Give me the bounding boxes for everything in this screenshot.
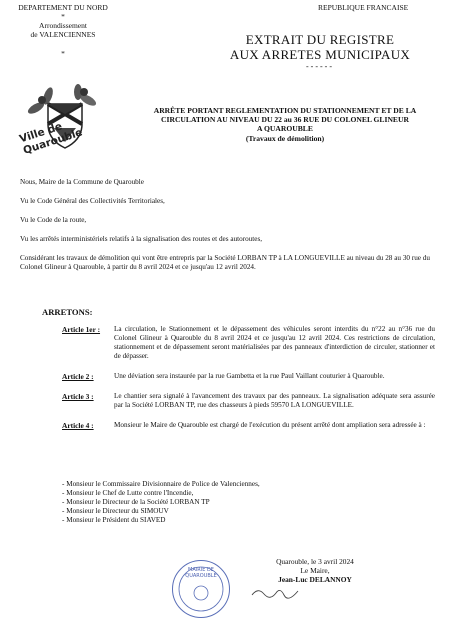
republique-francaise: REPUBLIQUE FRANCAISE xyxy=(318,3,409,12)
mayor-role: Le Maire, xyxy=(300,566,330,575)
article-4 xyxy=(62,421,435,430)
article-2 xyxy=(62,372,435,381)
list-item: - Monsieur le Chef de Lutte contre l'Incendie, xyxy=(62,489,194,497)
preamble-considerant: Considérant les travaux de démolition qui vont être entrepris par la Société LORBAN TP à LA LONGUEVILLE au niveau du 28 au 30 rue du Colonel Glineur à Quarouble, à partir du 8 avril 2024 et ce jusqu'au 12 avril 2024. xyxy=(20,254,430,271)
recipients-list xyxy=(62,480,362,525)
department: DEPARTEMENT DU NORD xyxy=(18,3,108,12)
article-1 xyxy=(62,325,435,361)
logo-text: Ville de Quarouble xyxy=(18,120,84,157)
preamble-arretes: Vu les arrêtés interministériels relatifs à la signalisation des routes et des autoroutes, xyxy=(20,235,263,243)
official-stamp xyxy=(172,560,230,618)
title-line1: EXTRAIT DU REGISTRE xyxy=(245,32,395,47)
stamp-emblem-icon xyxy=(173,561,229,617)
article-text: Une déviation sera instaurée par la rue Gambetta et la rue Paul Vaillant couturier à Quarouble. xyxy=(114,372,385,380)
star-separator: * xyxy=(61,12,65,21)
title-dashes: ------ xyxy=(306,62,334,71)
list-item: - Monsieur le Commissaire Divisionnaire de Police de Valenciennes, xyxy=(62,480,260,488)
article-label: Article 1er : xyxy=(62,325,101,334)
article-label: Article 3 : xyxy=(62,392,94,401)
list-item: - Monsieur le Directeur du SIMOUV xyxy=(62,507,169,515)
preamble-mayor: Nous, Maire de la Commune de Quarouble xyxy=(20,178,144,186)
arretons-heading: ARRETONS: xyxy=(42,307,93,317)
stamp-text: MAIRIE DE QUAROUBLE xyxy=(185,567,217,579)
article-label: Article 2 : xyxy=(62,372,94,381)
article-text: Le chantier sera signalé à l'avancement des travaux par des panneaux. La signalisation adéquate sera assurée par la Société LORBAN TP, rue des chasseurs à pieds 59570 LA LONGUEVILLE. xyxy=(114,392,435,409)
title-line2: AUX ARRETES MUNICIPAUX xyxy=(229,47,411,62)
title-block xyxy=(200,32,440,71)
article-text: Monsieur le Maire de Quarouble est chargé de l'exécution du présent arrêté dont ampliation sera adressée à : xyxy=(114,421,426,429)
header-left xyxy=(8,3,118,58)
articles xyxy=(62,325,435,430)
mayor-name: Jean-Luc DELANNOY xyxy=(278,575,352,584)
town-logo xyxy=(18,78,108,168)
article-label: Article 4 : xyxy=(62,421,94,430)
star-separator: * xyxy=(61,49,65,58)
preamble xyxy=(20,178,430,272)
preamble-code-route: Vu le Code de la route, xyxy=(20,216,87,224)
article-text: La circulation, le Stationnement et le dépassement des véhicules seront interdits du n°22 au n°36 rue du Colonel Glineur à Quarouble du 8 avril 2024 et ce jusqu'au 12 avril 2024. Ces restrictions de circulation, stationnement et de dépassement seront matérialisées par des panneaux d'interdiction de circuler, stationner et de dépasser. xyxy=(114,325,435,360)
arrondissement: Arrondissement xyxy=(39,21,87,30)
place-date: Quarouble, le 3 avril 2024 xyxy=(276,557,354,566)
list-item: - Monsieur le Président du SIAVED xyxy=(62,516,166,524)
preamble-cgct: Vu le Code Général des Collectivités Territoriales, xyxy=(20,197,165,205)
list-item: - Monsieur le Directeur de la Société LORBAN TP xyxy=(62,498,210,506)
arrete-title: ARRÊTE PORTANT REGLEMENTATION DU STATIONNEMENT ET DE LA CIRCULATION AU NIVEAU DU 22 au 36 RUE DU COLONEL GLINEUR A QUAROUBLE (Travaux de démolition) xyxy=(153,106,417,143)
article-3 xyxy=(62,392,435,410)
signature-scribble-icon xyxy=(250,585,310,599)
valenciennes: de VALENCIENNES xyxy=(30,30,96,39)
signature-block xyxy=(250,557,380,584)
